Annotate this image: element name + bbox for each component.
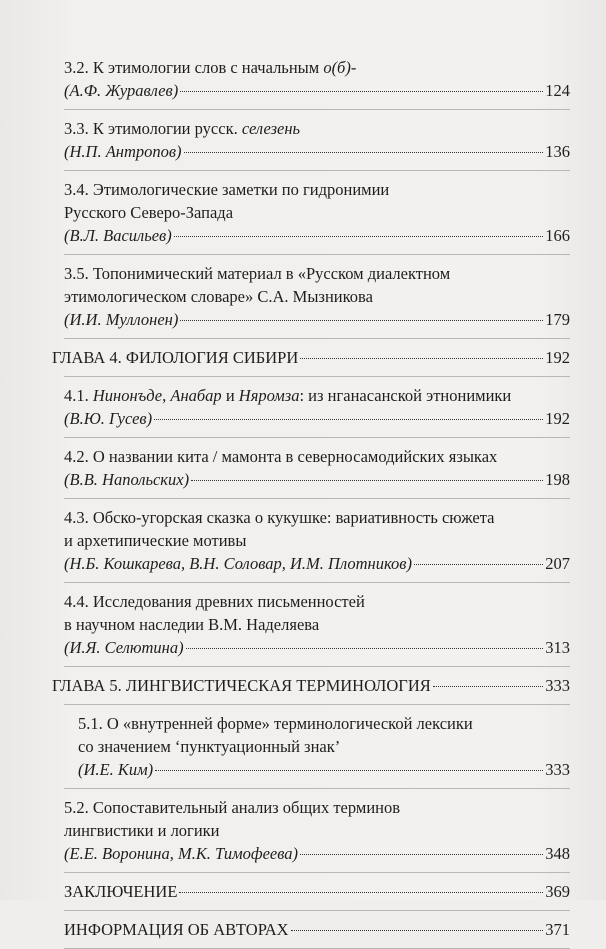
divider — [64, 109, 570, 110]
entry-author: (И.Я. Селютина) — [64, 638, 184, 657]
entry-author: (Н.П. Антропов) — [64, 142, 182, 161]
divider — [64, 872, 570, 873]
divider — [64, 376, 570, 377]
divider — [64, 254, 570, 255]
entry-title: 4.1. Нинонъде, Анабар и Няромза: из нганасанской этнонимики — [64, 386, 512, 405]
entry-author: (В.Л. Васильев) — [64, 226, 172, 245]
divider — [64, 437, 570, 438]
entry-title: 3.3. К этимологии русск. селезень — [64, 119, 301, 138]
entry-title-line2: Русского Северо-Запада — [64, 203, 234, 222]
entry-author: (А.Ф. Журавлев) — [64, 81, 179, 100]
toc-entry-4-3 — [64, 506, 570, 575]
entry-title-line1: 3.5. Топонимический материал в «Русском диалектном — [64, 264, 451, 283]
entry-author-line — [64, 224, 570, 247]
authors-info-heading — [64, 918, 570, 941]
toc-entry-3-3 — [64, 117, 570, 163]
page-number: 207 — [545, 554, 570, 573]
divider — [64, 582, 570, 583]
page-number: 192 — [545, 348, 570, 367]
entry-title-line2: со значением ‘пунктуационный знак’ — [78, 737, 341, 756]
page-number: 333 — [545, 676, 570, 695]
entry-author-line — [64, 842, 570, 865]
entry-title: 4.2. О названии кита / мамонта в северносамодийских языках — [64, 447, 498, 466]
page-number: 192 — [545, 409, 570, 428]
divider — [64, 170, 570, 171]
page-number: 198 — [545, 470, 570, 489]
entry-author-line — [64, 308, 570, 331]
chapter-title: ГЛАВА 5. ЛИНГВИСТИЧЕСКАЯ ТЕРМИНОЛОГИЯ — [52, 676, 431, 695]
entry-author: (Н.Б. Кошкарева, В.Н. Соловар, И.М. Плотников) — [64, 554, 412, 573]
page-number: 166 — [545, 226, 570, 245]
page-number: 313 — [545, 638, 570, 657]
toc-entry-3-4 — [64, 178, 570, 247]
entry-author-line — [64, 552, 570, 575]
divider — [64, 704, 570, 705]
page-number: 348 — [545, 844, 570, 863]
entry-title-line1: 5.2. Сопоставительный анализ общих терминов — [64, 798, 401, 817]
toc-entry-4-1 — [64, 384, 570, 430]
table-of-contents — [52, 56, 570, 949]
divider — [64, 910, 570, 911]
entry-author-line — [64, 636, 570, 659]
toc-entry-3-2 — [64, 56, 570, 102]
section-title: ЗАКЛЮЧЕНИЕ — [64, 882, 178, 901]
entry-author: (Е.Е. Воронина, М.К. Тимофеева) — [64, 844, 299, 863]
entry-title-line1: 5.1. О «внутренней форме» терминологической лексики — [78, 714, 473, 733]
entry-author: (И.Е. Ким) — [78, 760, 154, 779]
page-number: 369 — [545, 882, 570, 901]
entry-title-line2: этимологическом словаре» С.А. Мызникова — [64, 287, 373, 306]
page-number: 124 — [545, 81, 570, 100]
toc-entry-4-2 — [64, 445, 570, 491]
entry-title-line1: 4.3. Обско-угорская сказка о кукушке: вариативность сюжета — [64, 508, 495, 527]
chapter-title: ГЛАВА 4. ФИЛОЛОГИЯ СИБИРИ — [52, 348, 299, 367]
entry-author-line — [64, 468, 570, 491]
divider — [64, 666, 570, 667]
entry-title-line1: 3.4. Этимологические заметки по гидронимии — [64, 180, 390, 199]
page-number: 333 — [545, 760, 570, 779]
entry-title-line2: в научном наследии В.М. Наделяева — [64, 615, 320, 634]
entry-title: 3.2. К этимологии слов с начальным о(б)- — [64, 58, 357, 77]
entry-author: (В.Ю. Гусев) — [64, 409, 153, 428]
page-number: 371 — [545, 920, 570, 939]
entry-author: (И.И. Муллонен) — [64, 310, 179, 329]
chapter-5-heading — [52, 674, 570, 697]
page-number: 136 — [545, 142, 570, 161]
entry-title-line2: и архетипические мотивы — [64, 531, 247, 550]
entry-author-line — [64, 140, 570, 163]
entry-author-line — [64, 79, 570, 102]
entry-author: (В.В. Напольских) — [64, 470, 190, 489]
chapter-4-heading — [52, 346, 570, 369]
entry-title-line2: лингвистики и логики — [64, 821, 220, 840]
entry-author-line — [78, 758, 570, 781]
toc-entry-5-2 — [64, 796, 570, 865]
entry-author-line — [64, 407, 570, 430]
divider — [64, 788, 570, 789]
page-number: 179 — [545, 310, 570, 329]
section-title: ИНФОРМАЦИЯ ОБ АВТОРАХ — [64, 920, 289, 939]
toc-entry-3-5 — [64, 262, 570, 331]
entry-title-line1: 4.4. Исследования древних письменностей — [64, 592, 365, 611]
divider — [64, 498, 570, 499]
divider — [64, 338, 570, 339]
toc-entry-4-4 — [64, 590, 570, 659]
toc-entry-5-1 — [64, 712, 570, 781]
